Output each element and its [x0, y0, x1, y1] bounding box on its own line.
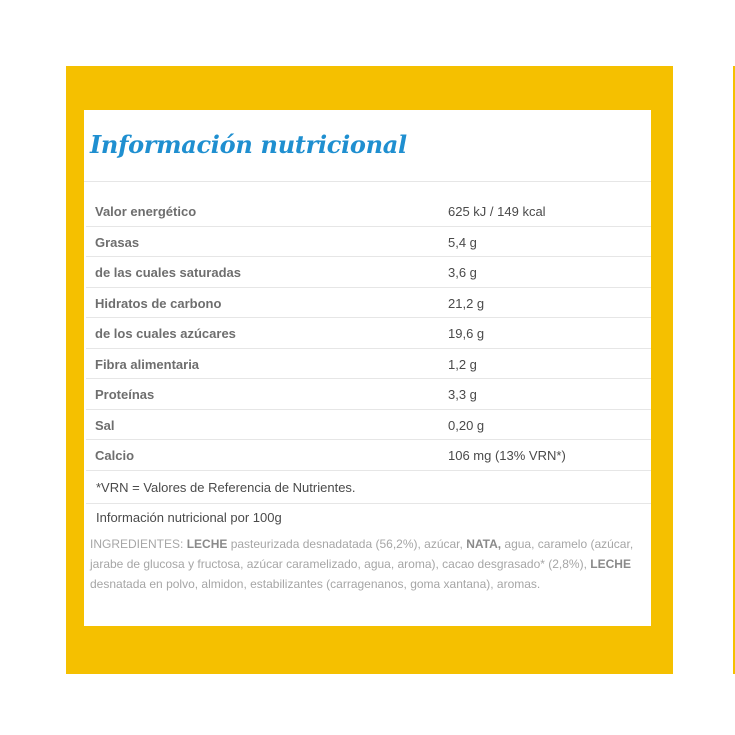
row-value: 3,6 g	[448, 265, 477, 280]
footnote-divider	[86, 503, 651, 504]
ingredients-text	[90, 534, 640, 594]
table-row	[84, 410, 651, 441]
row-label: Grasas	[95, 234, 140, 250]
table-row	[84, 227, 651, 258]
ingredients-part: desnatada en polvo, almidon, estabilizantes (carragenanos, goma xantana), aromas.	[90, 577, 541, 591]
table-row	[84, 349, 651, 380]
row-label: Hidratos de carbono	[95, 295, 222, 311]
row-label: Sal	[95, 417, 115, 433]
row-value: 3,3 g	[448, 387, 477, 402]
row-label: de las cuales saturadas	[95, 265, 241, 280]
title-divider	[84, 181, 651, 182]
row-value: 21,2 g	[448, 295, 485, 311]
ingredients-part: pasteurizada desnadatada (56,2%), azúcar,	[227, 537, 467, 551]
allergen-leche: LECHE	[590, 557, 631, 571]
table-row	[84, 288, 651, 319]
table-row	[84, 257, 651, 288]
table-row	[84, 440, 651, 471]
row-value: 1,2 g	[448, 356, 477, 372]
allergen-leche: LECHE	[186, 537, 228, 551]
table-row	[84, 379, 651, 410]
nutrition-table	[84, 196, 651, 471]
vrn-footnote: *VRN = Valores de Referencia de Nutrientes.	[96, 480, 356, 495]
row-label: Fibra alimentaria	[95, 356, 200, 372]
row-value: 0,20 g	[448, 417, 485, 433]
row-label: Valor energético	[95, 204, 197, 219]
row-label: Calcio	[95, 448, 135, 463]
allergen-nata: NATA,	[466, 537, 502, 551]
ingredients-prefix: INGREDIENTES:	[90, 537, 187, 551]
row-label: de los cuales azúcares	[95, 326, 236, 341]
row-value: 5,4 g	[448, 234, 477, 250]
ingredients-part: agua, caramelo (azúcar, jarabe de glucosa y fructosa, azúcar caramelizado, agua, aroma), cacao desgrasado* (2,8%),	[90, 537, 634, 571]
nutrition-card	[84, 110, 651, 626]
row-label: Proteínas	[95, 387, 155, 402]
table-row	[84, 318, 651, 349]
table-row	[84, 196, 651, 227]
row-divider	[86, 470, 651, 471]
row-value: 625 kJ / 149 kcal	[448, 204, 546, 219]
row-value: 106 mg (13% VRN*)	[448, 448, 566, 463]
row-value: 19,6 g	[448, 326, 485, 341]
nutrition-title: Información nutricional	[90, 130, 407, 159]
per-100g-note: Información nutricional por 100g	[96, 510, 282, 525]
